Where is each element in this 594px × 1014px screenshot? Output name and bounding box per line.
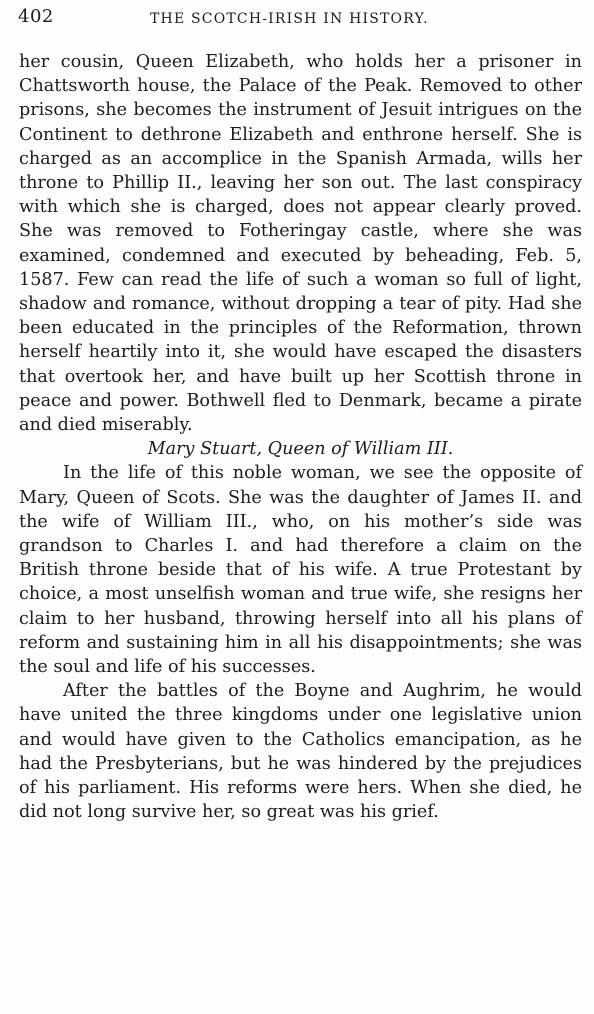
page-number: 402 [18, 6, 54, 27]
page-header [18, 6, 578, 36]
section-subheading: Mary Stuart, Queen of William III. [147, 439, 454, 460]
paragraph: In the life of this noble woman, we see the opposite of Mary, Queen of Scots. She was the daughter of James II. and the wife of William III., who, on his mother’s side was grandson to Charles I. and had therefore a claim on the British throne beside that of his wife. A true Protestant by choice, a most unselfish woman and true wife, she resigns her claim to her husband, throwing herself into all his plans of reform and sustaining him in all his disappointments; she was the soul and life of his successes. [19, 463, 582, 678]
running-head: THE SCOTCH-IRISH IN HISTORY. [150, 11, 429, 27]
body-text [19, 50, 582, 825]
paragraph: After the battles of the Boyne and Aughrim, he would have united the three kingdoms under one legislative union and would have given to the Catholics emancipation, as he had the Presbyterians, but he was hindered by the prejudices of his parliament. His reforms were hers. When she died, he did not long survive her, so great was his grief. [19, 681, 582, 823]
paragraph-continued: her cousin, Queen Elizabeth, who holds her a prisoner in Chattsworth house, the Palace of the Peak. Removed to other prisons, she becomes the instrument of Jesuit intrigues on the Continent to dethrone Elizabeth and enthrone herself. She is charged as an accomplice in the Spanish Armada, wills her throne to Phillip II., leaving her son out. The last conspiracy with which she is charged, does not appear clearly proved. She was removed to Fotheringay castle, where she was examined, condemned and executed by beheading, Feb. 5, 1587. Few can read the life of such a woman so full of light, shadow and romance, without dropping a tear of pity. Had she been educated in the principles of the Reformation, thrown herself heartily into it, she would have escaped the disasters that overtook her, and have built up her Scottish throne in peace and power. Bothwell fled to Denmark, became a pirate and died miserably. [19, 52, 582, 436]
